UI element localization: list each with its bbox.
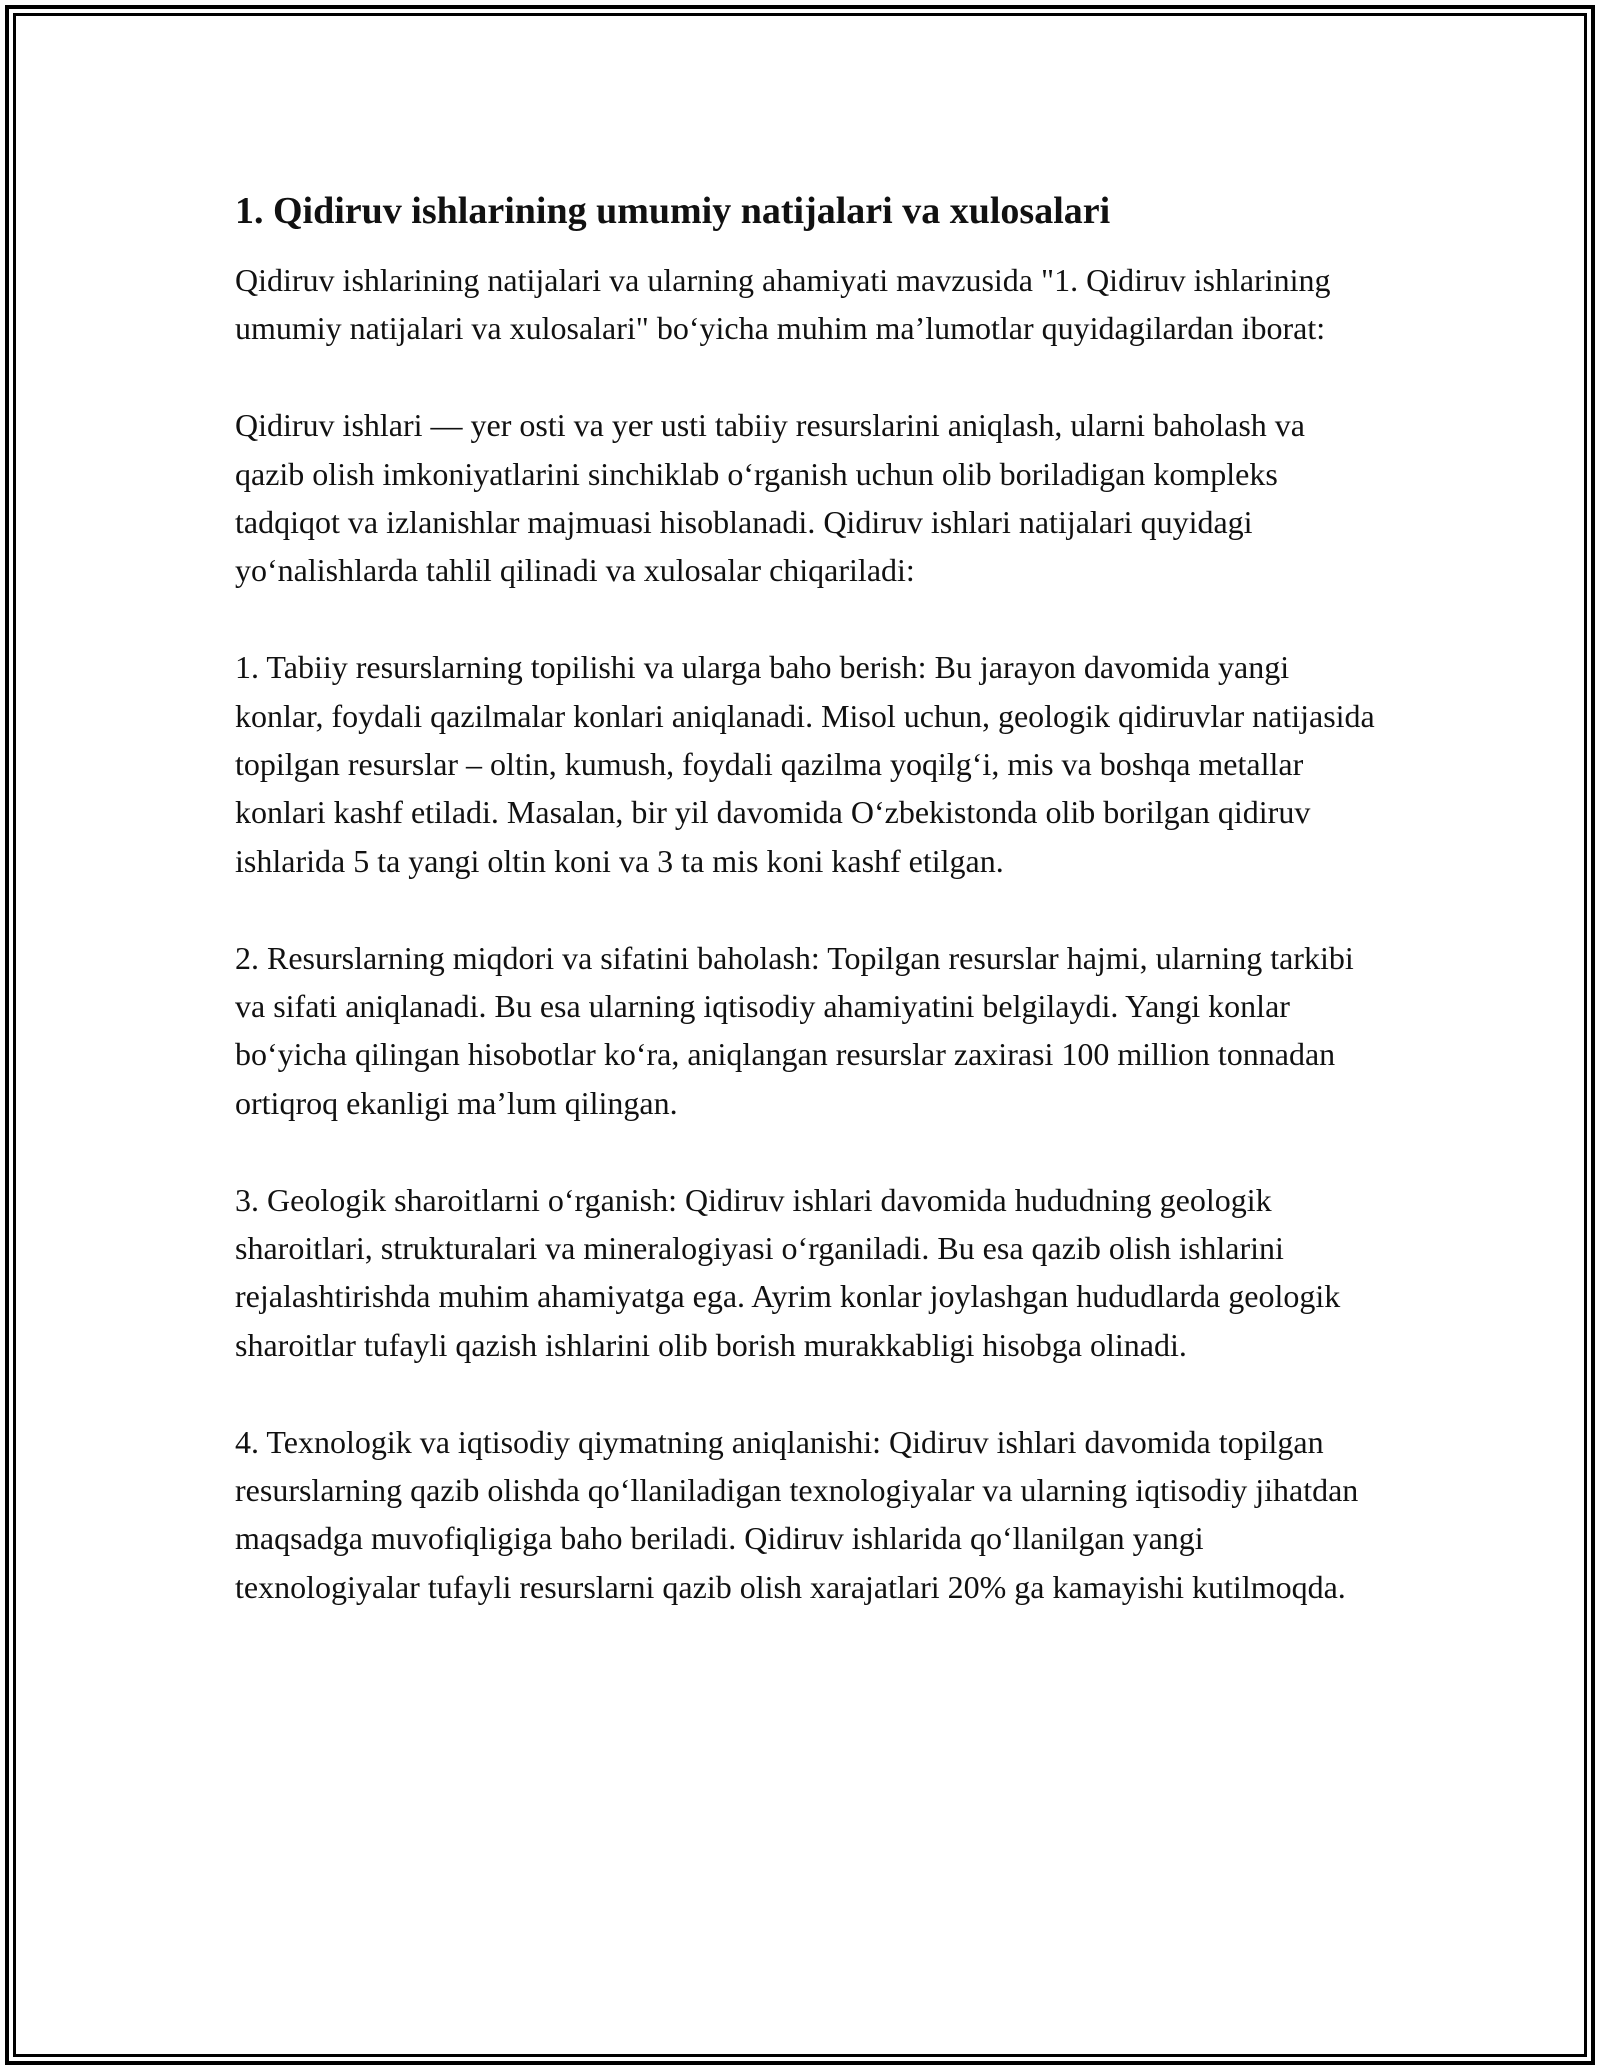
document-body	[235, 186, 1375, 1660]
definition-paragraph: Qidiruv ishlari — yer osti va yer usti tabiiy resurslarini aniqlash, ularni baholash va qazib olish imkoniyatlarini sinchiklab o‘rganish uchun olib boriladigan kompleks tadqiqot va izlanishlar majmuasi hisoblanadi. Qidiruv ishlari natijalari quyidagi yo‘nalishlarda tahlil qilinadi va xulosalar chiqariladi:	[235, 407, 1305, 589]
document-title: 1. Qidiruv ishlarining umumiy natijalari va xulosalari	[235, 190, 1111, 232]
point-4-paragraph: 4. Texnologik va iqtisodiy qiymatning aniqlanishi: Qidiruv ishlari davomida topilgan resurslarning qazib olishda qo‘llaniladigan texnologiyalar va ularning iqtisodiy jihatdan maqsadga muvofiqligiga baho beriladi. Qidiruv ishlarida qo‘llanilgan yangi texnologiyalar tufayli resurslarni qazib olish xarajatlari 20% ga kamayishi kutilmoqda.	[235, 1423, 1359, 1605]
intro-paragraph: Qidiruv ishlarining natijalari va ularning ahamiyati mavzusida "1. Qidiruv ishlarining umumiy natijalari va xulosalari" bo‘yicha muhim ma’lumotlar quyidagilardan iborat:	[235, 262, 1331, 347]
point-3-paragraph: 3. Geologik sharoitlarni o‘rganish: Qidiruv ishlari davomida hududning geologik sharoitlari, strukturalari va mineralogiyasi o‘rganiladi. Bu esa qazib olish ishlarini rejalashtirishda muhim ahamiyatga ega. Ayrim konlar joylashgan hududlarda geologik sharoitlar tufayli qazish ishlarini olib borish murakkabligi hisobga olinadi.	[235, 1181, 1341, 1363]
point-2-paragraph: 2. Resurslarning miqdori va sifatini baholash: Topilgan resurslar hajmi, ularning tarkibi va sifati aniqlanadi. Bu esa ularning iqtisodiy ahamiyatini belgilaydi. Yangi konlar bo‘yicha qilingan hisobotlar ko‘ra, aniqlangan resurslar zaxirasi 100 million tonnadan ortiqroq ekanligi ma’lum qilingan.	[235, 939, 1354, 1121]
point-1-paragraph: 1. Tabiiy resurslarning topilishi va ularga baho berish: Bu jarayon davomida yangi konlar, foydali qazilmalar konlari aniqlanadi. Misol uchun, geologik qidiruvlar natijasida topilgan resurslar – oltin, kumush, foydali qazilma yoqilg‘i, mis va boshqa metallar konlari kashf etiladi. Masalan, bir yil davomida O‘zbekistonda olib borilgan qidiruv ishlarida 5 ta yangi oltin koni va 3 ta mis koni kashf etilgan.	[235, 649, 1375, 879]
